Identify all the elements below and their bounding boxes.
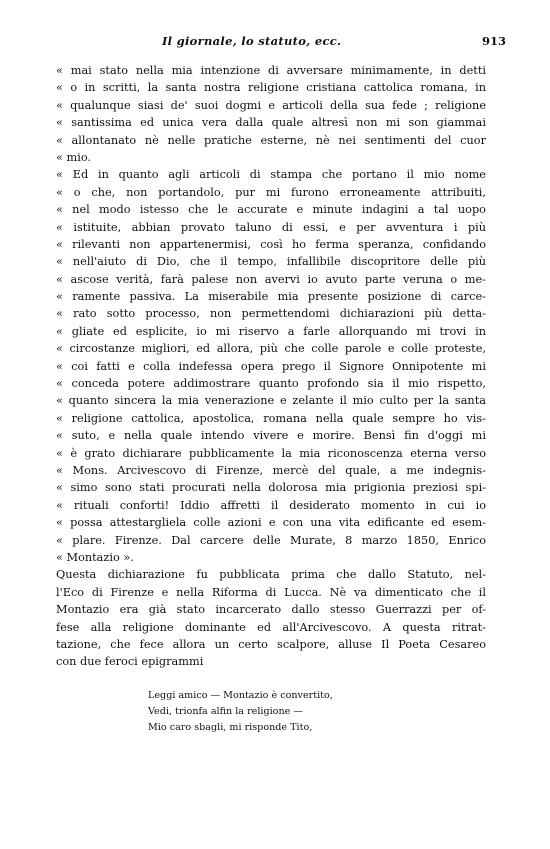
verse-line: Mio caro sbagli, mi risponde Tito, — [148, 722, 313, 733]
running-header — [0, 34, 550, 50]
text-line: « è grato dichiarare pubblicamente la mia riconoscenza eterna verso — [56, 446, 486, 460]
narrative-paragraph — [56, 566, 486, 670]
text-line: « santissima ed unica vera dalla quale altresì non mi son giammai — [56, 116, 486, 130]
text-line: « istituite, abbian provato taluno di essi, e per avventura i più — [56, 220, 486, 234]
text-line: « conceda potere addimostrare quanto profondo sia il mio rispetto, — [56, 377, 486, 391]
text-line: Questa dichiarazione fu pubblicata prima che dallo Statuto, nel- — [56, 568, 486, 582]
text-line: « allontanato nè nelle pratiche esterne, nè nei sentimenti del cuor — [56, 133, 486, 147]
running-title: Il giornale, lo statuto, ecc. — [162, 34, 342, 48]
text-line: fese alla religione dominante ed all'Arcivescovo. A questa ritrat- — [56, 620, 486, 634]
text-line: tazione, che fece allora un certo scalpore, alluse Il Poeta Cesareo — [56, 637, 486, 651]
text-line: « quanto sincera la mia venerazione e zelante il mio culto per la santa — [56, 394, 486, 408]
text-line: « religione cattolica, apostolica, romana nella quale sempre ho vis- — [56, 411, 486, 425]
text-line: « gliate ed esplicite, io mi riservo a farle allorquando mi trovi in — [56, 324, 486, 338]
letter-paragraph-2 — [56, 166, 486, 566]
text-line: « Ed in quanto agli articoli di stampa che portano il mio nome — [56, 168, 486, 182]
body-text — [56, 62, 486, 671]
epigram-verse — [148, 688, 478, 736]
text-line: l'Eco di Firenze e nella Riforma di Lucca. Nè va dimenticato che il — [56, 585, 486, 599]
text-line: « possa attestargliela colle azioni e con una vita edificante ed esem- — [56, 516, 486, 530]
text-line: « qualunque siasi de' suoi dogmi e articoli della sua fede ; religione — [56, 98, 486, 112]
text-line: « suto, e nella quale intendo vivere e morire. Bensì fin d'oggi mi — [56, 429, 486, 443]
text-line: « mio. — [56, 150, 92, 164]
text-line: Montazio era già stato incarcerato dallo stesso Guerrazzi per of- — [56, 603, 486, 617]
text-line: « Mons. Arcivescovo di Firenze, mercè del quale, a me indegnis- — [56, 463, 486, 477]
text-line: « o che, non portandolo, pur mi furono erroneamente attribuiti, — [56, 185, 486, 199]
text-line: « Montazio ». — [56, 550, 134, 564]
text-line: « rato sotto processo, non permettendomi dichiarazioni più detta- — [56, 307, 486, 321]
text-line: con due feroci epigrammi — [56, 655, 204, 669]
text-line: « nel modo istesso che le accurate e minute indagini a tal uopo — [56, 203, 486, 217]
text-line: « ascose verità, farà palese non avervi io avuto parte veruna o me- — [56, 272, 486, 286]
text-line: « o in scritti, la santa nostra religione cristiana cattolica romana, in — [56, 81, 486, 95]
text-line: « nell'aiuto di Dio, che il tempo, infallibile discopritore delle più — [56, 255, 486, 269]
text-line: « mai stato nella mia intenzione di avversare minimamente, in detti — [56, 64, 486, 77]
letter-paragraph-1 — [56, 62, 486, 166]
verse-line: Leggi amico — Montazio è convertito, — [148, 690, 333, 701]
text-line: « ramente passiva. La miserabile mia presente posizione di carce- — [56, 290, 486, 304]
text-line: « coi fatti e colla indefessa opera prego il Signore Onnipotente mi — [56, 359, 486, 373]
text-line: « simo sono stati procurati nella dolorosa mia prigionia preziosi spi- — [56, 481, 486, 495]
text-line: « rilevanti non appartenermisi, così ho ferma speranza, confidando — [56, 237, 486, 251]
text-line: « rituali conforti! Iddio affretti il desiderato momento in cui io — [56, 498, 486, 512]
verse-line: Vedi, trionfa alfin la religione — — [148, 706, 303, 717]
page-number: 913 — [482, 34, 507, 48]
text-line: « circostanze migliori, ed allora, più che colle parole e colle proteste, — [56, 342, 486, 356]
text-line: « plare. Firenze. Dal carcere delle Murate, 8 marzo 1850, Enrico — [56, 533, 486, 547]
